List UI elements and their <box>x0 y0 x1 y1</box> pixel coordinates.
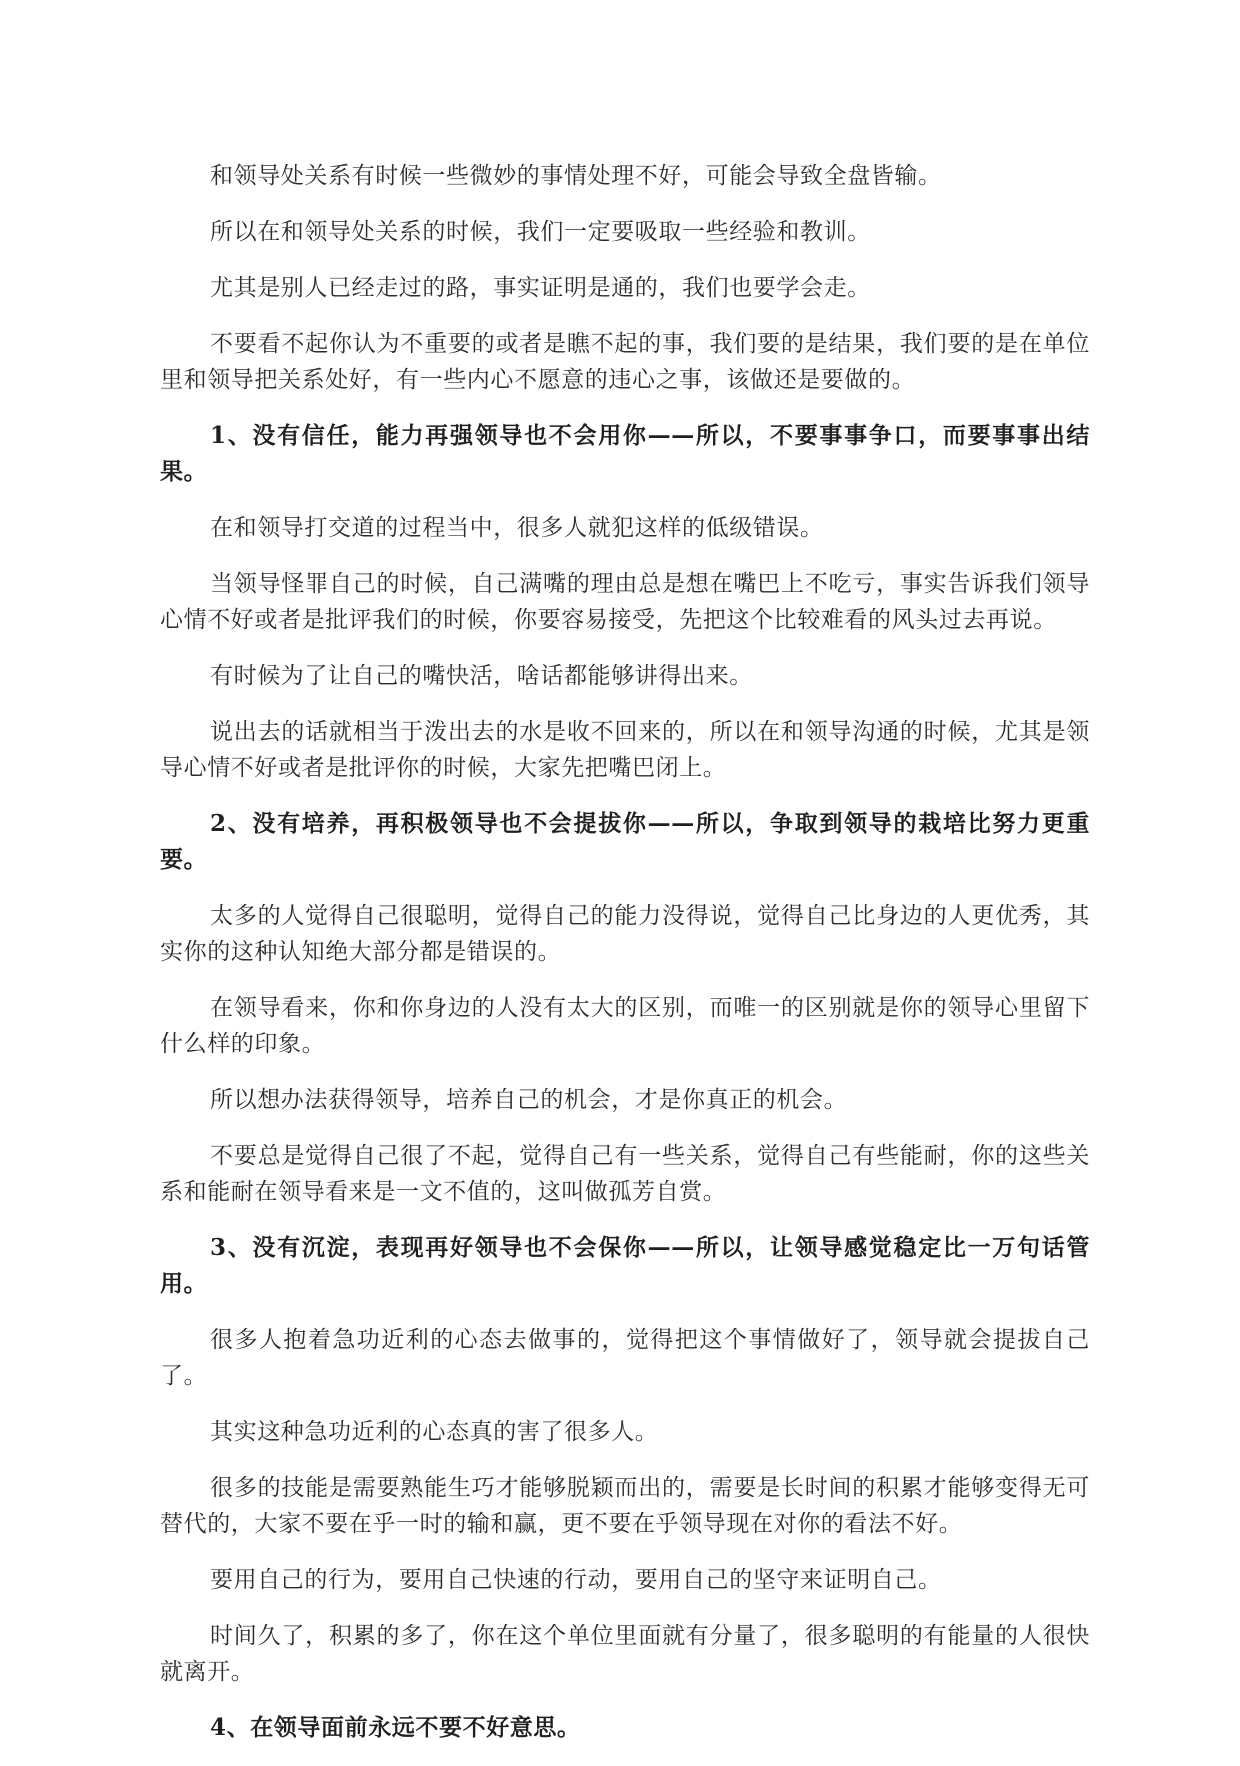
section-heading-2: 2、没有培养，再积极领导也不会提拔你——所以，争取到领导的栽培比努力更重要。 <box>160 810 1090 873</box>
paragraph-17: 时间久了，积累的多了，你在这个单位里面就有分量了，很多聪明的有能量的人很快就离开。 <box>160 1623 1090 1685</box>
paragraph-11: 所以想办法获得领导，培养自己的机会，才是你真正的机会。 <box>210 1087 848 1113</box>
paragraph-10: 在领导看来，你和你身边的人没有太大的区别，而唯一的区别就是你的领导心里留下什么样的印象。 <box>160 995 1090 1057</box>
section-heading-4: 4、在领导面前永远不要不好意思。 <box>210 1714 581 1741</box>
paragraph-14: 其实这种急功近利的心态真的害了很多人。 <box>210 1419 659 1445</box>
paragraph-4: 不要看不起你认为不重要的或者是瞧不起的事，我们要的是结果，我们要的是在单位里和领导把关系处好，有一些内心不愿意的违心之事，该做还是要做的。 <box>160 331 1090 393</box>
document-page <box>160 158 1090 1766</box>
paragraph-1: 和领导处关系有时候一些微妙的事情处理不好，可能会导致全盘皆输。 <box>210 163 942 189</box>
paragraph-12: 不要总是觉得自己很了不起，觉得自己有一些关系，觉得自己有些能耐，你的这些关系和能耐在领导看来是一文不值的，这叫做孤芳自赏。 <box>160 1143 1090 1205</box>
section-heading-3: 3、没有沉淀，表现再好领导也不会保你——所以，让领导感觉稳定比一万句话管用。 <box>160 1234 1090 1297</box>
paragraph-7: 有时候为了让自己的嘴快活，啥话都能够讲得出来。 <box>210 663 753 689</box>
paragraph-2: 所以在和领导处关系的时候，我们一定要吸取一些经验和教训。 <box>210 219 871 245</box>
paragraph-8: 说出去的话就相当于泼出去的水是收不回来的，所以在和领导沟通的时候，尤其是领导心情不好或者是批评你的时候，大家先把嘴巴闭上。 <box>160 719 1090 781</box>
paragraph-3: 尤其是别人已经走过的路，事实证明是通的，我们也要学会走。 <box>210 275 871 301</box>
paragraph-15: 很多的技能是需要熟能生巧才能够脱颖而出的，需要是长时间的积累才能够变得无可替代的，大家不要在乎一时的输和赢，更不要在乎领导现在对你的看法不好。 <box>160 1475 1090 1537</box>
paragraph-5: 在和领导打交道的过程当中，很多人就犯这样的低级错误。 <box>210 515 824 541</box>
paragraph-9: 太多的人觉得自己很聪明，觉得自己的能力没得说，觉得自己比身边的人更优秀，其实你的这种认知绝大部分都是错误的。 <box>160 903 1090 965</box>
paragraph-6: 当领导怪罪自己的时候，自己满嘴的理由总是想在嘴巴上不吃亏，事实告诉我们领导心情不好或者是批评我们的时候，你要容易接受，先把这个比较难看的风头过去再说。 <box>160 571 1090 633</box>
paragraph-16: 要用自己的行为，要用自己快速的行动，要用自己的坚守来证明自己。 <box>210 1567 942 1593</box>
paragraph-13: 很多人抱着急功近利的心态去做事的，觉得把这个事情做好了，领导就会提拔自己了。 <box>160 1327 1090 1389</box>
section-heading-1: 1、没有信任，能力再强领导也不会用你——所以，不要事事争口，而要事事出结果。 <box>160 422 1090 485</box>
